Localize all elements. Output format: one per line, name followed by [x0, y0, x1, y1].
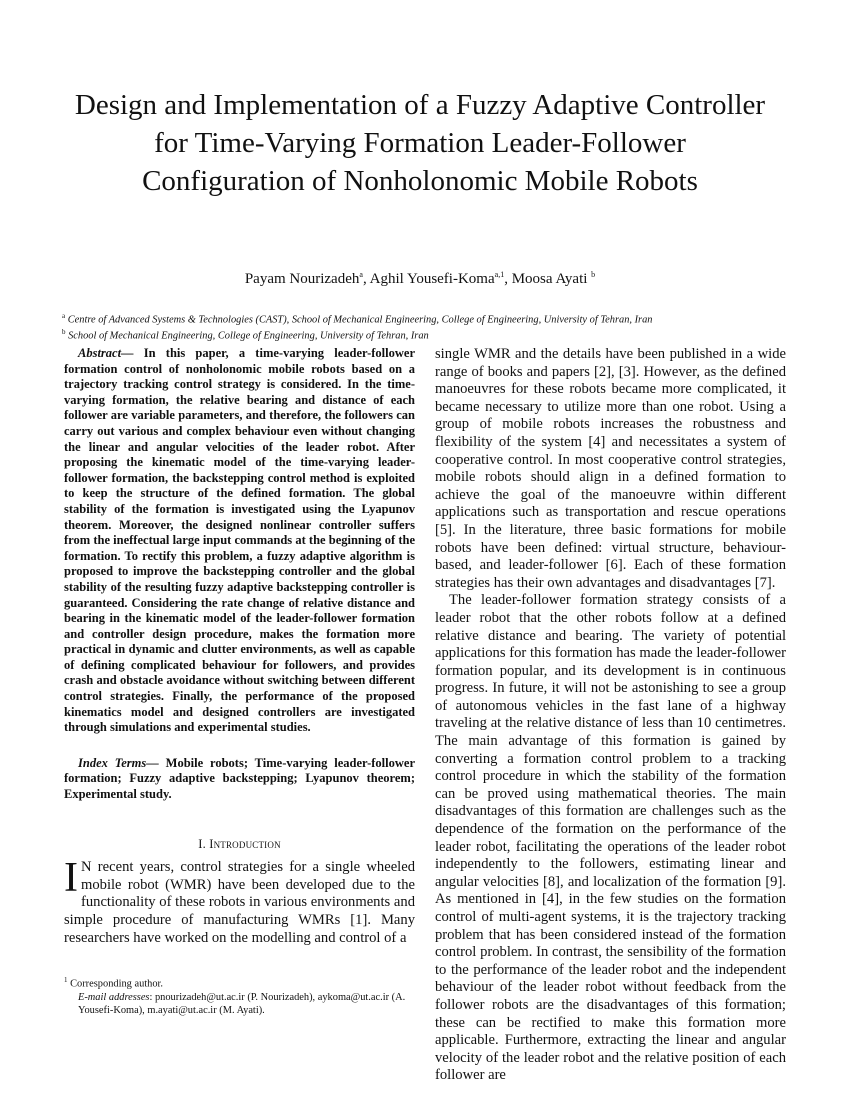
footnote: $^1$ Corresponding author. E-mail addresses: pnourizadeh@ut.ac.ir (P. Nourizadeh), aykoma@ut.ac.ir (A. Yousefi-Koma), m.ayati@ut.ac.ir (M. Ayati).: [64, 974, 415, 1018]
abstract-heading: Abstract—: [78, 346, 134, 360]
section-heading-introduction: I. Introduction: [198, 836, 281, 851]
author-affiliation-mark: a: [359, 270, 363, 279]
author-name: Moosa Ayati: [511, 271, 592, 287]
index-terms-text: Mobile robots; Time-varying leader-follower formation; Fuzzy adaptive backstepping; Lyapunov theorem; Experimental study.: [64, 755, 415, 802]
author-affiliation-mark: a,1: [494, 270, 505, 279]
body-paragraph: single WMR and the details have been published in a wide range of books and papers [2], [3]. However, as the defined manoeuvres for these robots became more complicated, it became necessary to utilize more than one robot. Using a group of mobile robots increases the robustness and flexibility of the system [4] and necessitates a system of cooperative control. In most cooperative control strategies, mobile robots should align in a defined formation to achieve the goal of the manoeuvre within different applications such as transportation and rescue operations [5]. In the literature, three basic formations for mobile robots have been defined: virtual structure, behaviour-based, and leader-follower [6]. Each of these formation strategies has their own advantages and disadvantages [7].: [435, 346, 786, 591]
right-column: [435, 346, 786, 1085]
introduction-paragraph: I N recent years, control strategies for a single wheeled mobile robot (WMR) have been developed due to the functionality of these robots in various environments and simple procedure of manufacturing WMRs [1]. Many researchers have worked on the modelling and control of a: [64, 855, 415, 946]
author-name: Aghil Yousefi-Koma: [369, 271, 495, 287]
affiliation-item: $^b$ School of Mechanical Engineering, College of Engineering, University of Tehran, Iran: [62, 328, 429, 342]
abstract: [64, 346, 415, 736]
body-paragraph: The leader-follower formation strategy consists of a leader robot that the other robots follow at a defined relative distance and bearing. The variety of potential applications for this formation has made the leader-follower formation popular, and its development is in continuous progress. In future, it will not be astonishing to see a group of autonomous vehicles in the fast lane of a highway traveling at the relative distance of less than 10 centimetres. The main advantage of this formation is gained by converting a formation control problem to a tracking control procedure in which the stability of the formation can be proved using mathematical theories. The main disadvantages of this formation are challenges such as the dependence of the formation on the performance of the leader robot, facilitating the operations of the leader robot independently to the followers, estimating linear and angular velocities [8], and localization of the formation [9]. As mentioned in [4], in the few studies on the formation control of multi-agent systems, it is the trajectory tracking problem that has been considered instead of the formation control problem. In contrast, the sensibility of the formation to the performance of the leader robot and the independent behaviour of the leader robot without feedback from the follower robots are the disadvantages of this formation; these can be rectified to make this formation more applicable. Furthermore, extracting the linear and angular velocity of the leader robot and the relative position of each follower are: [435, 592, 786, 1084]
author-affiliation-mark: b: [591, 270, 596, 279]
author-name: Payam Nourizadeh: [244, 271, 360, 287]
author-list: Payam Nourizadeh$^a$, Aghil Yousefi-Koma$^{a,1}$, Moosa Ayati $^b$: [244, 270, 596, 287]
paper-title: Design and Implementation of a Fuzzy Adaptive Controller for Time-Varying Formation Leader-Follower Configuration of Nonholonomic Mobile Robots: [74, 89, 766, 197]
left-column: [64, 346, 415, 947]
affiliation-item: $^a$ Centre of Advanced Systems & Technologies (CAST), School of Mechanical Engineering, College of Engineering, University of Tehran, Iran: [62, 312, 653, 326]
footnote-corresponding: Corresponding author.: [67, 978, 164, 990]
affiliation-list: [62, 310, 802, 343]
index-terms: [64, 756, 415, 803]
abstract-text: In this paper, a time-varying leader-follower formation control of nonholonomic mobile robots based on a trajectory tracking control strategy is considered. In the time-varying formation, the relative bearing and distance of each follower are variable parameters, and therefore, the followers can carry out various and complex behaviour even without changing the linear and angular velocities of the leader robot. After proposing the kinematic model of the time-varying leader-follower formation, the backstepping control method is exploited to keep the structure of the defined formation. The global stability of the formation is investigated using the Lyapunov theorem. Moreover, the designed nonlinear controller suffers from the ineffectual large input commands at the beginning of the formation. To rectify this problem, a fuzzy adaptive algorithm is proposed to improve the backstepping controller and the global stability of the resulting fuzzy adaptive backstepping controller is guaranteed. Considering the rate change of relative distance and bearing in the kinematic model of the leader-follower formation and controller design procedure, makes the formation more practical in dynamic and clutter environments, as well as capable of defining complicated behaviour for followers, and provides crash and obstacle avoidance without switching between different control strategies. Finally, the performance of the proposed kinematics model and designed controllers are investigated through simulations and experimental studies.: [64, 346, 415, 735]
footnote-emails: E-mail addresses: pnourizadeh@ut.ac.ir (P. Nourizadeh), aykoma@ut.ac.ir (A. Yousefi-Koma), m.ayati@ut.ac.ir (M. Ayati).: [78, 991, 406, 1017]
drop-cap: I: [64, 855, 78, 902]
index-terms-heading: Index Terms—: [78, 755, 159, 770]
